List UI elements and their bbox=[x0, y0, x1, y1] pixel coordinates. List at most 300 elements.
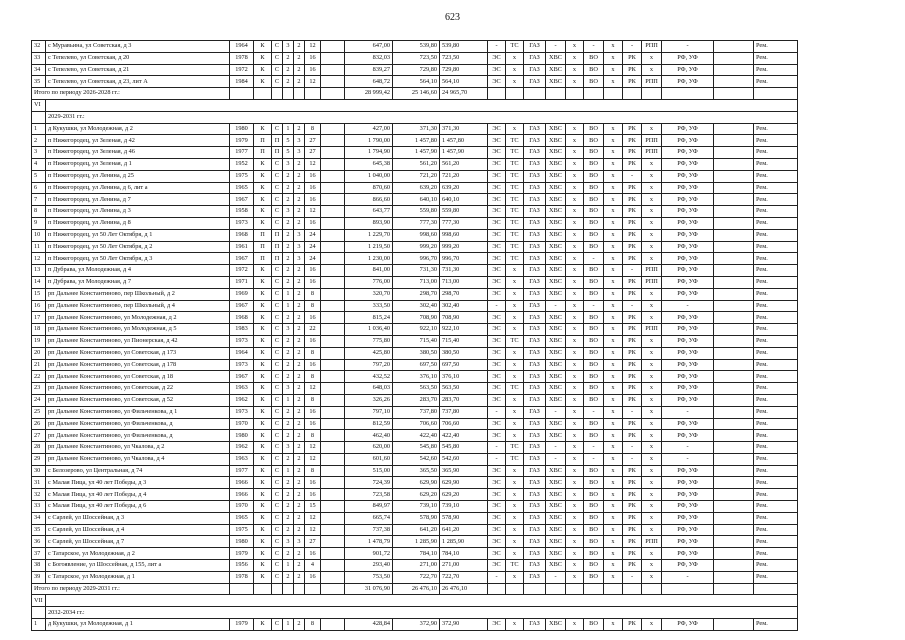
service-cell: х bbox=[642, 394, 662, 406]
service-cell: РФ, УФ bbox=[662, 147, 714, 159]
service-cell: х bbox=[604, 442, 623, 454]
table-row bbox=[32, 217, 798, 229]
total-area-cell: 841,00 bbox=[345, 265, 393, 277]
year-cell: 1975 bbox=[230, 524, 254, 536]
service-cell: РК bbox=[623, 229, 642, 241]
residential-area-cell: 784,10 bbox=[440, 548, 488, 560]
total-area-cell: 645,38 bbox=[345, 158, 393, 170]
remark-cell: Рем. bbox=[754, 241, 798, 253]
empty-cell bbox=[604, 88, 623, 100]
entrances-cell: 3 bbox=[294, 241, 305, 253]
service-cell: х bbox=[642, 170, 662, 182]
service-cell: х bbox=[604, 312, 623, 324]
period-heading-row bbox=[32, 607, 798, 619]
service-cell: х bbox=[566, 418, 584, 430]
living-area-cell: 729,80 bbox=[393, 64, 440, 76]
flats-cell: 8 bbox=[305, 619, 321, 631]
service-cell: х bbox=[642, 52, 662, 64]
service-cell: х bbox=[642, 548, 662, 560]
roof-type-cell: С bbox=[272, 512, 283, 524]
residential-area-cell: 629,90 bbox=[440, 477, 488, 489]
address-cell: п Нижегородец, ул 50 Лет Октября, д 1 bbox=[46, 229, 230, 241]
empty-cell bbox=[321, 583, 345, 595]
living-area-cell: 380,50 bbox=[393, 347, 440, 359]
empty-cell bbox=[321, 217, 345, 229]
table-row bbox=[32, 288, 798, 300]
roof-type-cell: С bbox=[272, 536, 283, 548]
service-cell: ТС bbox=[506, 170, 524, 182]
service-cell: х bbox=[566, 560, 584, 572]
floors-cell: 5 bbox=[283, 147, 294, 159]
service-cell: х bbox=[566, 548, 584, 560]
total-area-cell: 723,58 bbox=[345, 489, 393, 501]
year-cell: 1979 bbox=[230, 619, 254, 631]
total-area-cell: 326,26 bbox=[345, 394, 393, 406]
service-cell: ТС bbox=[506, 229, 524, 241]
empty-cell bbox=[321, 123, 345, 135]
total-area-cell: 832,03 bbox=[345, 52, 393, 64]
service-cell: - bbox=[623, 571, 642, 583]
remark-cell: Рем. bbox=[754, 347, 798, 359]
roof-type-cell: С bbox=[272, 76, 283, 88]
empty-cell bbox=[662, 88, 714, 100]
address-cell: п Нижегородец, ул Ленина, д 25 bbox=[46, 170, 230, 182]
wall-material-cell: К bbox=[254, 548, 272, 560]
wall-material-cell: К bbox=[254, 465, 272, 477]
service-cell: РПП bbox=[642, 76, 662, 88]
service-cell: - bbox=[623, 265, 642, 277]
living-area-cell: 302,40 bbox=[393, 300, 440, 312]
wall-material-cell: К bbox=[254, 288, 272, 300]
year-cell: 1966 bbox=[230, 489, 254, 501]
floors-cell: 2 bbox=[283, 453, 294, 465]
service-cell: РК bbox=[623, 418, 642, 430]
empty-cell bbox=[714, 489, 754, 501]
service-cell: х bbox=[642, 206, 662, 218]
service-cell: - bbox=[584, 253, 604, 265]
year-cell: 1956 bbox=[230, 560, 254, 572]
remark-cell: Рем. bbox=[754, 465, 798, 477]
residential-area-cell: 564,10 bbox=[440, 76, 488, 88]
service-cell: х bbox=[566, 571, 584, 583]
service-cell: ТС bbox=[506, 442, 524, 454]
service-cell: - bbox=[546, 300, 566, 312]
remark-cell: Рем. bbox=[754, 406, 798, 418]
empty-cell bbox=[321, 394, 345, 406]
living-area-cell: 697,50 bbox=[393, 359, 440, 371]
address-cell: с Белозерово, ул Центральная, д 74 bbox=[46, 465, 230, 477]
remark-cell: Рем. bbox=[754, 442, 798, 454]
remark-cell: Рем. bbox=[754, 312, 798, 324]
address-cell: с Богоявление, ул Шоссейная, д 155, лит а bbox=[46, 560, 230, 572]
service-cell: ЭС bbox=[488, 158, 506, 170]
service-cell: ЭС bbox=[488, 418, 506, 430]
wall-material-cell: К bbox=[254, 64, 272, 76]
empty-cell bbox=[321, 206, 345, 218]
flats-cell: 8 bbox=[305, 465, 321, 477]
roof-type-cell: С bbox=[272, 217, 283, 229]
empty-cell bbox=[321, 383, 345, 395]
residential-area-cell: 298,70 bbox=[440, 288, 488, 300]
wall-material-cell: К bbox=[254, 394, 272, 406]
empty-cell bbox=[524, 583, 546, 595]
service-cell: х bbox=[604, 571, 623, 583]
service-cell: РФ, УФ bbox=[662, 465, 714, 477]
service-cell: х bbox=[566, 217, 584, 229]
service-cell: х bbox=[604, 347, 623, 359]
service-cell: х bbox=[604, 300, 623, 312]
floors-cell: 1 bbox=[283, 288, 294, 300]
address-cell: с Тепелево, ул Советская, д 23, лит А bbox=[46, 76, 230, 88]
living-area-cell: 1 457,90 bbox=[393, 147, 440, 159]
service-cell: РК bbox=[623, 560, 642, 572]
service-cell: ВО bbox=[584, 548, 604, 560]
remark-cell: Рем. bbox=[754, 76, 798, 88]
address-cell: с Малая Пица, ул 40 лет Победы, д 4 bbox=[46, 489, 230, 501]
service-cell: х bbox=[604, 335, 623, 347]
remark-cell: Рем. bbox=[754, 477, 798, 489]
flats-cell: 24 bbox=[305, 229, 321, 241]
address-cell: с Тепелево, ул Советская, д 20 bbox=[46, 52, 230, 64]
service-cell: х bbox=[642, 571, 662, 583]
service-cell: х bbox=[506, 536, 524, 548]
flats-cell: 16 bbox=[305, 571, 321, 583]
service-cell: х bbox=[604, 359, 623, 371]
address-cell: п Дубрава, ул Молодежная, д 7 bbox=[46, 276, 230, 288]
service-cell: ЭС bbox=[488, 394, 506, 406]
row-number: 36 bbox=[32, 536, 46, 548]
empty-cell bbox=[714, 194, 754, 206]
empty-cell bbox=[546, 583, 566, 595]
remark-cell: Рем. bbox=[754, 182, 798, 194]
year-cell: 1963 bbox=[230, 383, 254, 395]
service-cell: х bbox=[604, 430, 623, 442]
service-cell: ГАЗ bbox=[524, 406, 546, 418]
flats-cell: 8 bbox=[305, 300, 321, 312]
address-cell: п Нижегородец, ул Ленина, д 8 bbox=[46, 217, 230, 229]
service-cell: РФ, УФ bbox=[662, 347, 714, 359]
empty-cell bbox=[321, 406, 345, 418]
service-cell: РФ, УФ bbox=[662, 76, 714, 88]
service-cell: ВО bbox=[584, 64, 604, 76]
service-cell: х bbox=[642, 312, 662, 324]
service-cell: х bbox=[604, 418, 623, 430]
floors-cell: 2 bbox=[283, 182, 294, 194]
service-cell: РФ, УФ bbox=[662, 477, 714, 489]
row-number: 11 bbox=[32, 241, 46, 253]
service-cell: х bbox=[566, 241, 584, 253]
service-cell: ВО bbox=[584, 312, 604, 324]
floors-cell: 1 bbox=[283, 465, 294, 477]
roof-type-cell: С bbox=[272, 265, 283, 277]
service-cell: х bbox=[566, 182, 584, 194]
table-row bbox=[32, 477, 798, 489]
service-cell: х bbox=[566, 158, 584, 170]
entrances-cell: 2 bbox=[294, 359, 305, 371]
wall-material-cell: К bbox=[254, 265, 272, 277]
row-number: 4 bbox=[32, 158, 46, 170]
table-row bbox=[32, 76, 798, 88]
service-cell: РК bbox=[623, 512, 642, 524]
empty-cell bbox=[623, 583, 642, 595]
service-cell: ВО bbox=[584, 123, 604, 135]
service-cell: ВО bbox=[584, 501, 604, 513]
flats-cell: 15 bbox=[305, 501, 321, 513]
total-area-cell: 647,00 bbox=[345, 41, 393, 53]
service-cell: ГАЗ bbox=[524, 430, 546, 442]
year-cell: 1958 bbox=[230, 206, 254, 218]
wall-material-cell: П bbox=[254, 147, 272, 159]
service-cell: РФ, УФ bbox=[662, 182, 714, 194]
service-cell: ГАЗ bbox=[524, 206, 546, 218]
empty-cell bbox=[254, 88, 272, 100]
total-residential-area-cell: 24 965,70 bbox=[440, 88, 488, 100]
empty-cell bbox=[321, 335, 345, 347]
flats-cell: 16 bbox=[305, 477, 321, 489]
flats-cell: 16 bbox=[305, 406, 321, 418]
service-cell: РФ, УФ bbox=[662, 619, 714, 631]
service-cell: РФ, УФ bbox=[662, 524, 714, 536]
remark-cell: Рем. bbox=[754, 229, 798, 241]
empty-cell bbox=[714, 371, 754, 383]
remark-cell: Рем. bbox=[754, 300, 798, 312]
service-cell: ХВС bbox=[546, 560, 566, 572]
service-cell: РФ, УФ bbox=[662, 548, 714, 560]
service-cell: ГАЗ bbox=[524, 158, 546, 170]
service-cell: ГАЗ bbox=[524, 560, 546, 572]
total-area-cell: 665,74 bbox=[345, 512, 393, 524]
wall-material-cell: К bbox=[254, 571, 272, 583]
service-cell: х bbox=[506, 430, 524, 442]
empty-cell bbox=[714, 229, 754, 241]
service-cell: ХВС bbox=[546, 347, 566, 359]
empty-cell bbox=[321, 560, 345, 572]
service-cell: х bbox=[566, 406, 584, 418]
service-cell: ВО bbox=[584, 217, 604, 229]
living-area-cell: 715,40 bbox=[393, 335, 440, 347]
total-area-cell: 601,60 bbox=[345, 453, 393, 465]
service-cell: ХВС bbox=[546, 158, 566, 170]
empty-cell bbox=[321, 453, 345, 465]
floors-cell: 2 bbox=[283, 359, 294, 371]
service-cell: х bbox=[506, 548, 524, 560]
service-cell: РК bbox=[623, 64, 642, 76]
empty-cell bbox=[321, 489, 345, 501]
total-area-cell: 648,03 bbox=[345, 383, 393, 395]
year-cell: 1979 bbox=[230, 548, 254, 560]
wall-material-cell: К bbox=[254, 182, 272, 194]
empty-cell bbox=[714, 265, 754, 277]
row-number: 31 bbox=[32, 477, 46, 489]
floors-cell: 3 bbox=[283, 41, 294, 53]
service-cell: х bbox=[642, 406, 662, 418]
entrances-cell: 2 bbox=[294, 501, 305, 513]
year-cell: 1971 bbox=[230, 276, 254, 288]
empty-cell bbox=[321, 524, 345, 536]
service-cell: ГАЗ bbox=[524, 324, 546, 336]
living-area-cell: 563,50 bbox=[393, 383, 440, 395]
floors-cell: 2 bbox=[283, 265, 294, 277]
service-cell: - bbox=[488, 41, 506, 53]
empty-cell bbox=[714, 217, 754, 229]
entrances-cell: 3 bbox=[294, 147, 305, 159]
empty-cell bbox=[714, 182, 754, 194]
service-cell: ГАЗ bbox=[524, 489, 546, 501]
address-cell: рп Дальнее Константиново, ул Советская, д 18 bbox=[46, 371, 230, 383]
service-cell: х bbox=[566, 430, 584, 442]
flats-cell: 16 bbox=[305, 548, 321, 560]
service-cell: ВО bbox=[584, 241, 604, 253]
table-row bbox=[32, 64, 798, 76]
residential-area-cell: 722,70 bbox=[440, 571, 488, 583]
residential-area-cell: 559,80 bbox=[440, 206, 488, 218]
service-cell: х bbox=[506, 312, 524, 324]
service-cell: РФ, УФ bbox=[662, 253, 714, 265]
total-area-cell: 515,00 bbox=[345, 465, 393, 477]
remark-cell: Рем. bbox=[754, 52, 798, 64]
residential-area-cell: 713,00 bbox=[440, 276, 488, 288]
service-cell: ХВС bbox=[546, 64, 566, 76]
total-area-cell: 620,00 bbox=[345, 442, 393, 454]
service-cell: х bbox=[604, 276, 623, 288]
service-cell: - bbox=[584, 442, 604, 454]
empty-cell bbox=[714, 300, 754, 312]
service-cell: х bbox=[604, 76, 623, 88]
service-cell: ГАЗ bbox=[524, 194, 546, 206]
year-cell: 1970 bbox=[230, 418, 254, 430]
service-cell: х bbox=[566, 442, 584, 454]
period-heading-row bbox=[32, 111, 798, 123]
remark-cell: Рем. bbox=[754, 123, 798, 135]
entrances-cell: 3 bbox=[294, 229, 305, 241]
flats-cell: 12 bbox=[305, 512, 321, 524]
service-cell: ХВС bbox=[546, 194, 566, 206]
service-cell: ЭС bbox=[488, 265, 506, 277]
empty-cell bbox=[714, 276, 754, 288]
floors-cell: 2 bbox=[283, 312, 294, 324]
service-cell: ВО bbox=[584, 465, 604, 477]
residential-area-cell: 563,50 bbox=[440, 383, 488, 395]
service-cell: РФ, УФ bbox=[662, 512, 714, 524]
floors-cell: 2 bbox=[283, 76, 294, 88]
empty-cell bbox=[714, 312, 754, 324]
service-cell: ХВС bbox=[546, 265, 566, 277]
total-area-cell: 797,10 bbox=[345, 406, 393, 418]
service-cell: х bbox=[642, 217, 662, 229]
year-cell: 1972 bbox=[230, 64, 254, 76]
address-cell: рп Дальнее Константиново, ул Пионерская, д 42 bbox=[46, 335, 230, 347]
address-cell: рп Дальнее Константиново, пер Школьный, д 4 bbox=[46, 300, 230, 312]
residential-area-cell: 739,10 bbox=[440, 501, 488, 513]
service-cell: РК bbox=[623, 501, 642, 513]
service-cell: ХВС bbox=[546, 430, 566, 442]
residential-area-cell: 302,40 bbox=[440, 300, 488, 312]
row-number: 23 bbox=[32, 383, 46, 395]
empty-cell bbox=[321, 324, 345, 336]
service-cell: х bbox=[642, 465, 662, 477]
roof-type-cell: С bbox=[272, 548, 283, 560]
living-area-cell: 629,90 bbox=[393, 477, 440, 489]
service-cell: х bbox=[642, 383, 662, 395]
service-cell: ТС bbox=[506, 383, 524, 395]
table-row bbox=[32, 194, 798, 206]
table-row bbox=[32, 430, 798, 442]
total-area-cell: 1 790,00 bbox=[345, 135, 393, 147]
living-area-cell: 723,50 bbox=[393, 52, 440, 64]
service-cell: х bbox=[566, 512, 584, 524]
year-cell: 1967 bbox=[230, 300, 254, 312]
service-cell: ГАЗ bbox=[524, 371, 546, 383]
service-cell: ХВС bbox=[546, 76, 566, 88]
service-cell: х bbox=[566, 41, 584, 53]
empty-cell bbox=[321, 418, 345, 430]
wall-material-cell: К bbox=[254, 418, 272, 430]
remark-cell: Рем. bbox=[754, 430, 798, 442]
service-cell: х bbox=[566, 477, 584, 489]
service-cell: ЭС bbox=[488, 324, 506, 336]
entrances-cell: 2 bbox=[294, 430, 305, 442]
service-cell: ХВС bbox=[546, 276, 566, 288]
flats-cell: 12 bbox=[305, 383, 321, 395]
service-cell: х bbox=[566, 371, 584, 383]
service-cell: х bbox=[642, 477, 662, 489]
entrances-cell: 2 bbox=[294, 383, 305, 395]
service-cell: х bbox=[642, 619, 662, 631]
empty-cell bbox=[714, 571, 754, 583]
service-cell: ГАЗ bbox=[524, 465, 546, 477]
table-row bbox=[32, 548, 798, 560]
service-cell: ЭС bbox=[488, 123, 506, 135]
roof-type-cell: С bbox=[272, 170, 283, 182]
service-cell: х bbox=[604, 52, 623, 64]
service-cell: РФ, УФ bbox=[662, 52, 714, 64]
total-area-cell: 1 478,79 bbox=[345, 536, 393, 548]
year-cell: 1980 bbox=[230, 430, 254, 442]
year-cell: 1962 bbox=[230, 394, 254, 406]
service-cell: х bbox=[506, 123, 524, 135]
service-cell: ТС bbox=[506, 41, 524, 53]
service-cell: ХВС bbox=[546, 123, 566, 135]
service-cell: х bbox=[604, 123, 623, 135]
row-number: 35 bbox=[32, 76, 46, 88]
living-area-cell: 271,00 bbox=[393, 560, 440, 572]
row-number: 17 bbox=[32, 312, 46, 324]
flats-cell: 22 bbox=[305, 324, 321, 336]
table-row bbox=[32, 158, 798, 170]
residential-area-cell: 545,80 bbox=[440, 442, 488, 454]
empty-cell bbox=[230, 88, 254, 100]
entrances-cell: 2 bbox=[294, 335, 305, 347]
service-cell: РК bbox=[623, 371, 642, 383]
year-cell: 1972 bbox=[230, 265, 254, 277]
floors-cell: 2 bbox=[283, 276, 294, 288]
remark-cell: Рем. bbox=[754, 324, 798, 336]
total-area-cell: 293,40 bbox=[345, 560, 393, 572]
flats-cell: 16 bbox=[305, 359, 321, 371]
row-number: 32 bbox=[32, 41, 46, 53]
address-cell: п Нижегородец, ул Ленина, д 7 bbox=[46, 194, 230, 206]
roof-type-cell: С bbox=[272, 194, 283, 206]
service-cell: - bbox=[662, 300, 714, 312]
remark-cell: Рем. bbox=[754, 418, 798, 430]
empty-cell bbox=[584, 88, 604, 100]
address-cell: с Малая Пица, ул 40 лет Победы, д 3 bbox=[46, 477, 230, 489]
service-cell: РПП bbox=[642, 265, 662, 277]
service-cell: х bbox=[566, 347, 584, 359]
total-area-cell: 815,24 bbox=[345, 312, 393, 324]
year-cell: 1973 bbox=[230, 406, 254, 418]
empty-cell bbox=[321, 41, 345, 53]
